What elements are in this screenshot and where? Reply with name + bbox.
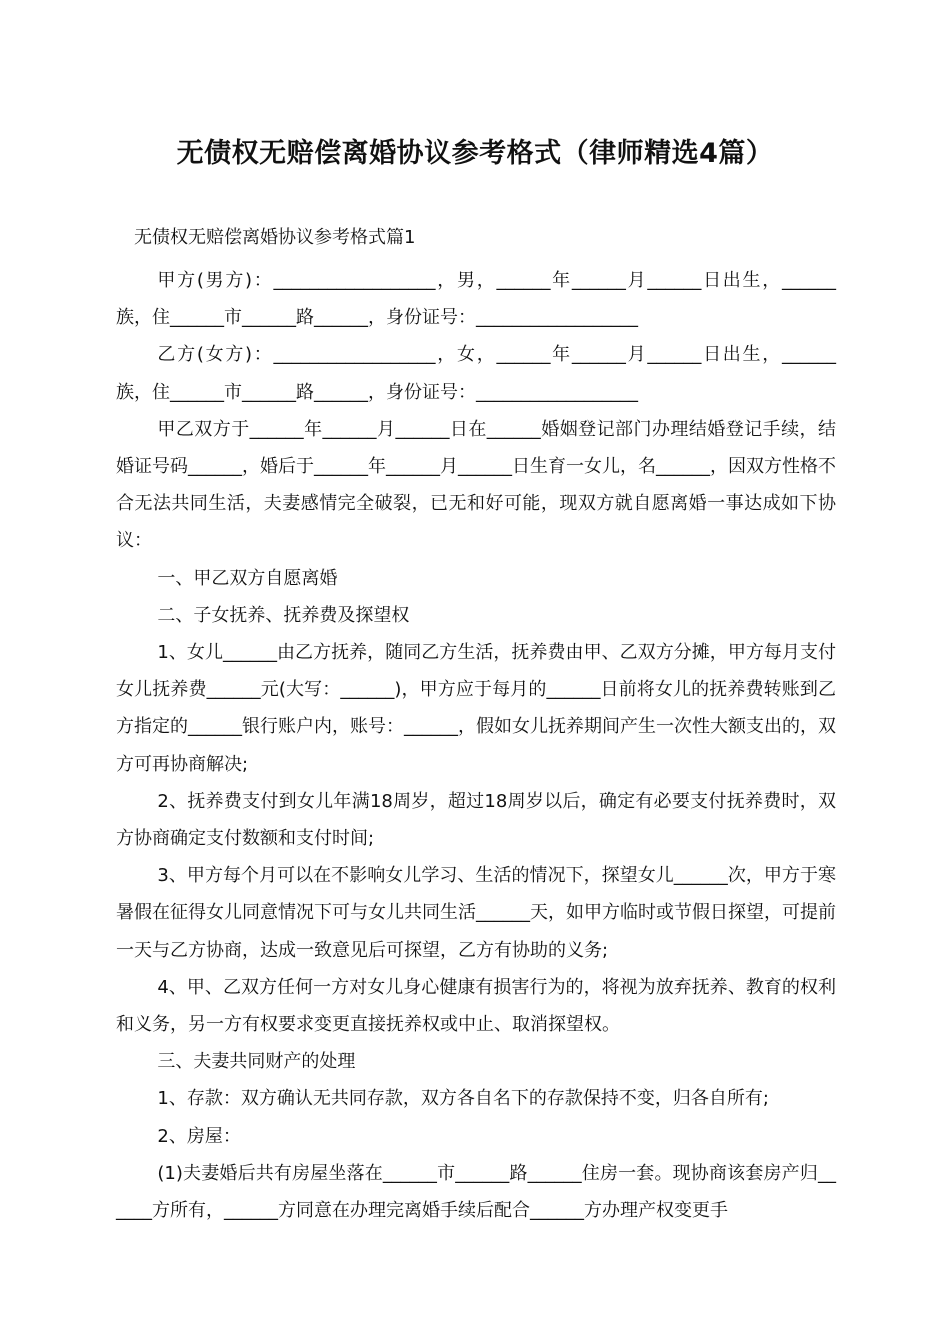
- clause-heading-1: 一、甲乙双方自愿离婚: [157, 567, 338, 589]
- clause-heading-2: 二、子女抚养、抚养费及探望权: [157, 604, 410, 626]
- property-clause-house-detail: (1)夫妻婚后共有房屋坐落在______市______路______住房一套。现协商该套房产归______方所有，______方同意在办理完离婚手续后配合______方办理产权变更手: [116, 1162, 836, 1222]
- party-b-info: 乙方(女方)：__________________，女，______年______月______日出生，______族，住______市______路______，身份证号：__________________: [116, 344, 836, 403]
- property-clause-house: 2、房屋：: [157, 1125, 241, 1147]
- clause-heading-3: 三、夫妻共同财产的处理: [157, 1051, 356, 1073]
- marriage-background: 甲乙双方于______年______月______日在______婚姻登记部门办理结婚登记手续，结婚证号码______，婚后于______年______月______日生育一女儿，名______，因双方性格不合无法共同生活，夫妻感情完全破裂，已无和好可能，现双方就自愿离婚一事达成如下协议：: [116, 418, 836, 552]
- party-a-info: 甲方(男方)：__________________，男，______年______月______日出生，______族，住______市______路______，身份证号：__________________: [116, 270, 836, 329]
- child-clause-4: 4、甲、乙双方任何一方对女儿身心健康有损害行为的，将视为放弃抚养、教育的权利和义务，另一方有权要求变更直接抚养权或中止、取消探望权。: [116, 976, 836, 1036]
- document-title: 无债权无赔偿离婚协议参考格式（律师精选4篇）: [176, 138, 774, 169]
- property-clause-savings: 1、存款：双方确认无共同存款，双方各自名下的存款保持不变，归各自所有;: [157, 1088, 769, 1110]
- child-clause-1: 1、女儿______由乙方抚养，随同乙方生活，抚养费由甲、乙双方分摊，甲方每月支付女儿抚养费______元(大写：______)，甲方应于每月的______日前将女儿的抚养费转账到乙方指定的______银行账户内，账号：______，假如女儿抚养期间产生一次性大额支出的，双方可再协商解决;: [116, 642, 836, 775]
- child-clause-3: 3、甲方每个月可以在不影响女儿学习、生活的情况下，探望女儿______次，甲方于寒暑假在征得女儿同意情况下可与女儿共同生活______天，如甲方临时或节假日探望，可提前一天与乙方协商，达成一致意见后可探望，乙方有协助的义务;: [116, 865, 836, 961]
- document-body: [116, 262, 836, 1229]
- child-clause-2: 2、抚养费支付到女儿年满18周岁，超过18周岁以后，确定有必要支付抚养费时，双方协商确定支付数额和支付时间;: [116, 790, 836, 850]
- section-subtitle: 无债权无赔偿离婚协议参考格式篇1: [134, 227, 416, 248]
